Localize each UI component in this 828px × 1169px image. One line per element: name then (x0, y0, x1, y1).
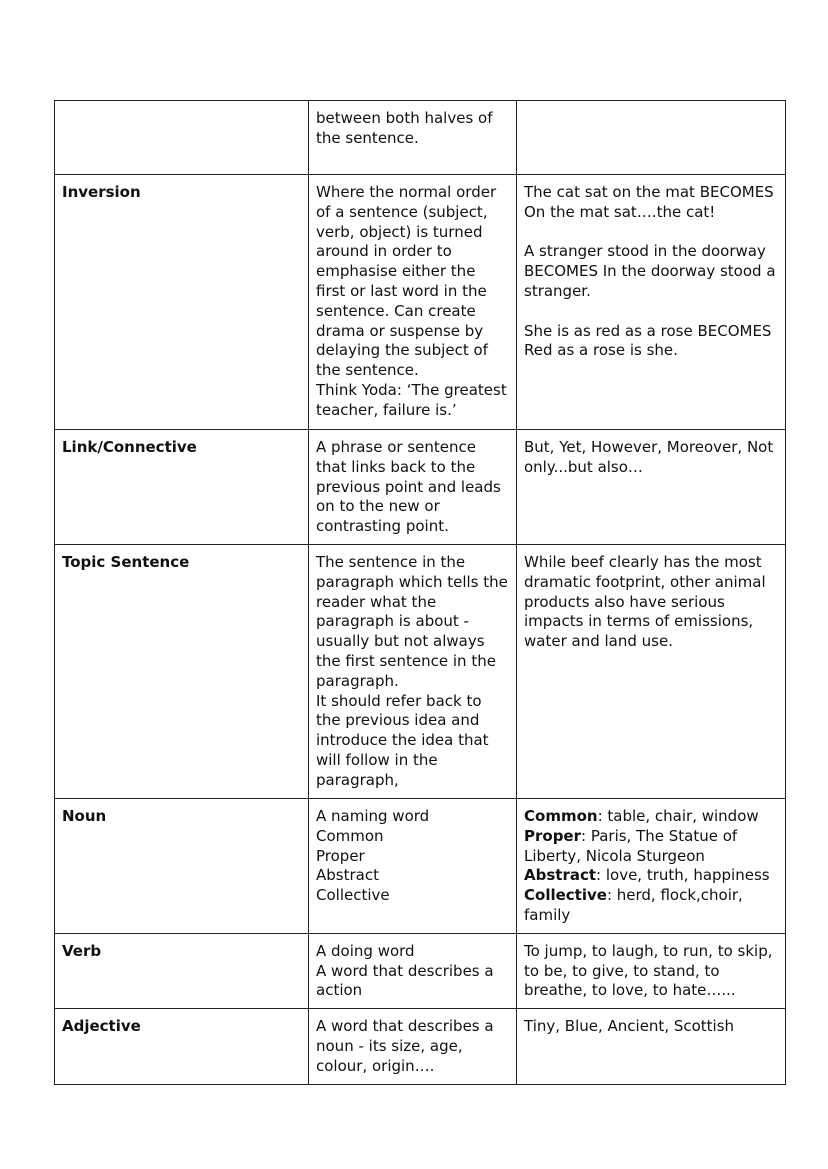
example-text: She is as red as a rose BECOMES Red as a rose is she. (524, 321, 772, 360)
example-cell (517, 430, 786, 545)
table-row (55, 430, 786, 545)
term-cell: Link/Connective (55, 430, 309, 545)
table-row (55, 798, 786, 933)
table-row (55, 933, 786, 1008)
noun-example (524, 827, 778, 867)
example-text: While beef clearly has the most dramatic footprint, other animal products also have serious impacts in terms of emissions, water and land use. (524, 552, 766, 651)
table-row (55, 101, 786, 175)
noun-example (524, 807, 778, 827)
definition-text: Where the normal order of a sentence (subject, verb, object) is turned around in order to emphasise either the first or last word in the sentence. Can create drama or suspense by delaying the subject of the sentence. (316, 183, 497, 380)
definition-cell (309, 798, 517, 933)
example-cell (517, 544, 786, 798)
definition-cell (309, 430, 517, 545)
definition-text: A word that describes a noun - its size, age, colour, origin…. (316, 1017, 494, 1075)
example-text: To jump, to laugh, to run, to skip, to be, to give, to stand, to breathe, to love, to hate…... (524, 941, 773, 1000)
definition-cell (309, 544, 517, 798)
term-cell: Inversion (55, 175, 309, 430)
noun-example-label: Abstract (524, 866, 597, 885)
definition-text: between both halves of the sentence. (316, 109, 493, 147)
example-cell (517, 933, 786, 1008)
definition-cell (309, 175, 517, 430)
example-cell (517, 798, 786, 933)
table-row (55, 544, 786, 798)
definition-cell (309, 1009, 517, 1084)
example-cell (517, 1009, 786, 1084)
term-cell (55, 101, 309, 175)
noun-example (524, 866, 778, 886)
table-row (55, 1009, 786, 1084)
noun-type: Proper (316, 846, 365, 865)
noun-type: Abstract (316, 866, 379, 885)
noun-type: Common (316, 826, 384, 845)
definition-cell (309, 933, 517, 1008)
noun-type: Collective (316, 886, 390, 905)
example-cell (517, 101, 786, 175)
noun-example-label: Proper (524, 826, 582, 845)
example-text: A stranger stood in the doorway BECOMES In the doorway stood a stranger. (524, 242, 776, 300)
definition-text: A phrase or sentence that links back to the previous point and leads on to the new or contrasting point. (316, 438, 501, 536)
noun-example-text: : love, truth, happiness (596, 866, 770, 885)
noun-example-label: Common (524, 806, 598, 825)
noun-example-text: : Paris, The Statue of Liberty, Nicola Sturgeon (524, 826, 738, 865)
term-cell: Verb (55, 933, 309, 1008)
example-text: Tiny, Blue, Ancient, Scottish (524, 1017, 735, 1036)
noun-example-text: : table, chair, window (597, 806, 759, 825)
noun-example-text: : herd, flock,choir, family (524, 886, 743, 924)
definition-cell (309, 101, 517, 175)
definition-text: A naming word (316, 806, 430, 825)
definition-text: The sentence in the paragraph which tells the reader what the paragraph is about - usually but not always the first sentence in the paragraph. (316, 552, 508, 690)
definition-text: A word that describes a action (316, 961, 494, 1000)
glossary-table (54, 100, 786, 1085)
term-cell: Noun (55, 798, 309, 933)
definition-text: Think Yoda: ‘The greatest teacher, failure is.’ (316, 380, 507, 419)
example-cell (517, 175, 786, 430)
table-row (55, 175, 786, 430)
example-text: The cat sat on the mat BECOMES On the mat sat….the cat! (524, 183, 774, 221)
example-text: But, Yet, However, Moreover, Not only...but also… (524, 438, 774, 476)
term-cell: Adjective (55, 1009, 309, 1084)
noun-example-label: Collective (524, 886, 607, 905)
definition-text: A doing word (316, 941, 415, 960)
definition-text: It should refer back to the previous idea and introduce the idea that will follow in the paragraph, (316, 691, 489, 789)
term-cell: Topic Sentence (55, 544, 309, 798)
noun-example (524, 886, 778, 926)
